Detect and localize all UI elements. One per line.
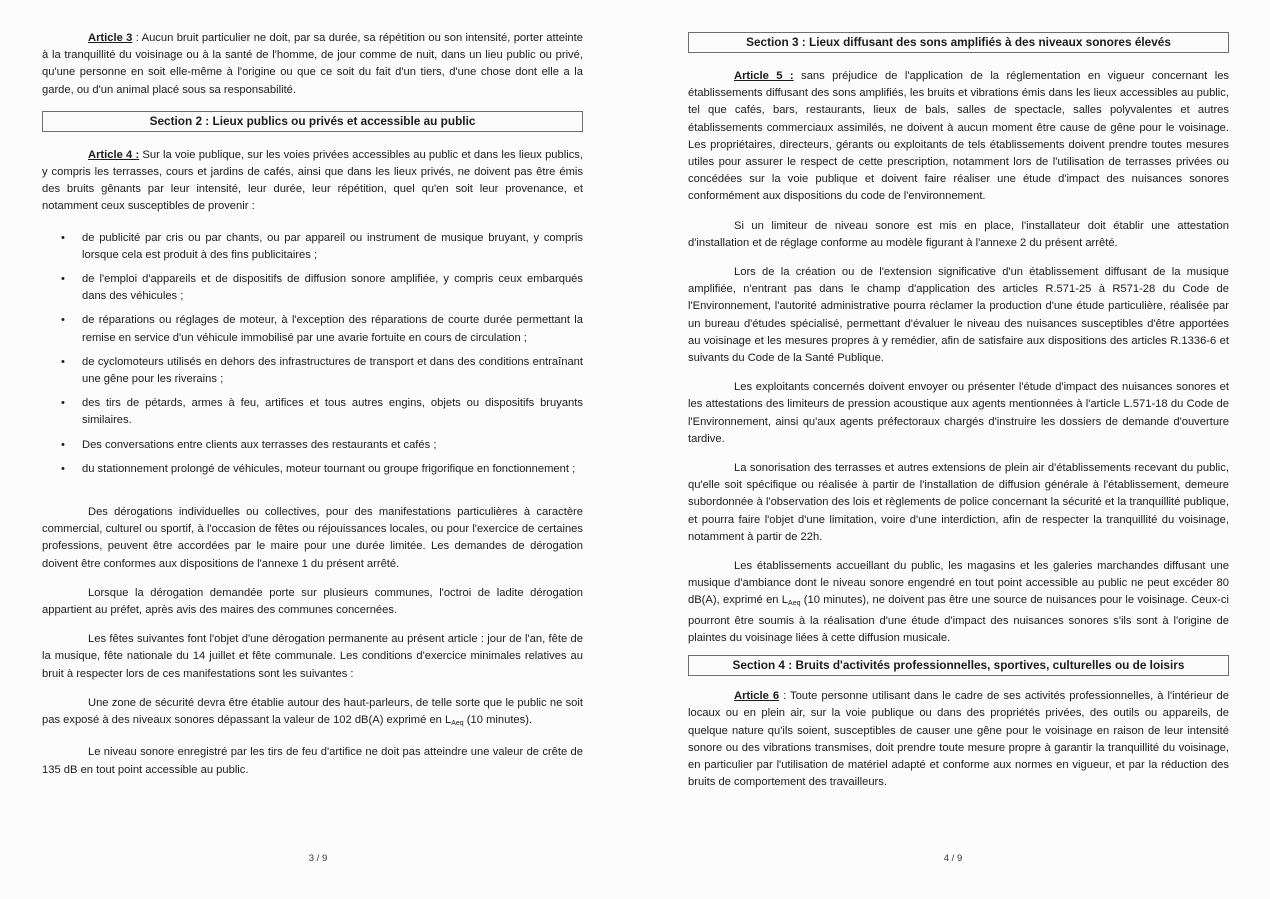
article-4-label: Article 4 : (88, 148, 140, 161)
section-4-title: Section 4 : Bruits d'activités professionnelles, sportives, culturelles ou de loisirs (688, 655, 1229, 676)
niveau-sonore-paragraph: Le niveau sonore enregistré par les tirs de feu d'artifice ne doit pas atteindre une valeur de crête de 135 dB en tout point accessible au public. (42, 746, 583, 776)
list-item: • du stationnement prolongé de véhicules, moteur tournant ou groupe frigorifique en fonctionnement ; (61, 462, 576, 475)
article-3-paragraph (42, 30, 583, 99)
section-3-title: Section 3 : Lieux diffusant des sons amplifiés à des niveaux sonores élevés (688, 32, 1229, 53)
plusieurs-communes-paragraph: Lorsque la dérogation demandée porte sur plusieurs communes, l'octroi de ladite dérogation appartient au préfet, après avis des maires des communes concernées. (42, 586, 583, 617)
zone-securite-paragraph: Une zone de sécurité devra être établie autour des haut-parleurs, de telle sorte que le public ne soit pas exposé à des niveaux sonores dépassant la valeur de 102 dB(A) exprimé en $L_{Aeq}$ (10 minutes). (42, 696, 583, 728)
article-5-label: Article 5 : (734, 70, 794, 82)
fetes-paragraph: Les fêtes suivantes font l'objet d'une dérogation permanente au présent article : jour de l'an, fête de la musique, fête nationale du 14 juillet et fête communale. Les conditions d'exercice minimales relatives au bruit à respecter lors de ces manifestations sont les suivantes : (42, 633, 583, 680)
creation-paragraph: Lors de la création ou de l'extension significative d'un établissement diffusant de la musique amplifiée, n'entrant pas dans le champ d'application des articles R.571-25 à R571-28 du Code de l'Environnement, l'autorité administrative pourra réclamer la production d'une étude particulière, réalisée par un bureau d'études spécialisé, permettant d'évaluer le niveau des nuisances susceptibles d'être apportées au voisinage et les mesures propres à y remédier, afin de satisfaire aux dispositions des articles R.1336-6 et suivants du Code de la Santé Publique. (688, 266, 1229, 365)
exploitants-paragraph: Les exploitants concernés doivent envoyer ou présenter l'étude d'impact des nuisances sonores et les attestations des limiteurs de pression acoustique aux agents mentionnées à l'article L.571-18 du Code de l'Environnement, ainsi qu'aux agents préfectoraux chargés d'instruire les dossiers de demande d'ouverture tardive. (688, 381, 1229, 445)
list-item: • de publicité par cris ou par chants, ou par appareil ou instrument de musique bruyant, y compris lorsque cela est produit à des fins publicitaires ; (61, 231, 583, 261)
article-3-label: Article 3 (88, 32, 133, 44)
section-2-title: Section 2 : Lieux publics ou privés et accessible au public (42, 111, 583, 132)
article-6-text: : Toute personne utilisant dans le cadre de ses activités professionnelles, à l'intérieur de locaux ou en plein air, sur la voie publique ou dans des propriétés privées, des outils ou appareils, de quelque nature qu'ils soient, susceptibles de causer une gêne pour le voisinage en raison de leur intensité sonore ou des vibrations transmises, doit prendre toute mesure propre à garantir la tranquillité du voisinage, en particulier par l'utilisation de matériel adapté et conforme aux normes en vigueur, et par la réduction des bruits de comportement des travailleurs. (688, 690, 1229, 789)
list-item: • de réparations ou réglages de moteur, à l'exception des réparations de courte durée permettant la remise en service d'un véhicule immobilisé par une avarie fortuite en cours de circulation ; (61, 314, 583, 344)
sonorisation-paragraph: La sonorisation des terrasses et autres extensions de plein air d'établissements recevant du public, qu'elle soit spécifique ou réalisée à partir de l'installation de diffusion générale à l'établissement, demeure subordonnée à l'observation des lois et règlements de police concernant la sécurité et la tranquillité publique, et pourra faire l'objet d'une limitation, voire d'une interdiction, afin de respecter la tranquillité du voisinage, notamment à partir de 22h. (688, 462, 1229, 543)
article-6-paragraph (688, 688, 1229, 791)
page-number: 4 / 9 (943, 853, 963, 864)
list-item: • de cyclomoteurs utilisés en dehors des infrastructures de transport et dans des conditions entraînant une gêne pour les riverains ; (61, 355, 583, 386)
page-number: 3 / 9 (308, 853, 328, 864)
list-item: • Des conversations entre clients aux terrasses des restaurants et cafés ; (61, 438, 437, 451)
etablissements-paragraph: Les établissements accueillant du public, les magasins et les galeries marchandes diffusant une musique d'ambiance dont le niveau sonore engendré en tout point accessible au public ne peut excéder 80 dB(A), exprimé en $L_{Aeq}$ (10 minutes), ne doivent pas être une source de nuisances pour le voisinage. Ceux-ci pourront être soumis à la réalisation d'une étude d'impact des nuisances sonores s'ils sont à l'origine de plaintes du voisinage liées à cette diffusion musicale. (688, 560, 1229, 644)
article-5-text: sans préjudice de l'application de la réglementation en vigueur concernant les établissements diffusant des sons amplifiés, les bruits et vibrations émis dans les lieux accessibles au public, tel que cafés, bars, restaurants, lieux de bals, salles de spectacle, salles polyvalentes et autres établissements commerciaux assimilés, ne doivent à aucun moment être cause de gêne pour le voisinage. Les propriétaires, directeurs, gérants ou exploitants de tels établissements doivent prendre toutes mesures utiles pour assurer le respect de cette prescription, notamment lors de l'utilisation de terrasses privées ou concédées sur la voie publique et doivent faire réaliser une étude d'impact des nuisances sonores conformément aux dispositions du code de l'environnement. (688, 70, 1230, 203)
article-4-paragraph (42, 147, 583, 216)
list-item: • de l'emploi d'appareils et de dispositifs de diffusion sonore amplifiée, y compris ceux embarqués dans des véhicules ; (61, 273, 583, 303)
page-4 (636, 0, 1270, 899)
article-6-label: Article 6 (734, 690, 780, 703)
derogations-paragraph: Des dérogations individuelles ou collectives, pour des manifestations particulières à caractère commercial, culturel ou sportif, à l'occasion de fêtes ou réjouissances locales, ou pour l'exercice de certaines professions, peuvent être accordées par le maire pour une durée limitée. Les demandes de dérogation doivent être conformes aux dispositions de l'annexe 1 du présent arrêté. (42, 506, 583, 570)
limiteur-paragraph: Si un limiteur de niveau sonore est mis en place, l'installateur doit établir une attestation d'installation et de réglage conforme au modèle figurant à l'annexe 2 du présent arrêté. (688, 219, 1229, 249)
page-4-content (688, 30, 1229, 791)
article-4-text: Sur la voie publique, sur les voies privées accessibles au public et dans les lieux publics, y compris les terrasses, cours et jardins de cafés, ainsi que dans les lieux privés, ne doivent pas être émis des bruits gênants par leur intensité, leur durée, leur répétition, quel qu'en soit leur provenance, et notamment ceux susceptibles de provenir : (42, 148, 583, 213)
article-5-paragraph (688, 68, 1229, 206)
article-3-text: : Aucun bruit particulier ne doit, par sa durée, sa répétition ou son intensité, porter atteinte à la tranquillité du voisinage ou à la santé de l'homme, de jour comme de nuit, dans un lieu public ou privé, qu'une personne en soit elle-même à l'origine ou que ce soit du fait d'un tiers, d'une chose dont elle a la garde, ou d'un animal placé sous sa responsabilité. (42, 32, 583, 96)
list-item: • des tirs de pétards, armes à feu, artifices et tous autres engins, objets ou dispositifs bruyants similaires. (61, 397, 583, 427)
page-3-content (42, 30, 583, 779)
bullet-list (42, 230, 583, 478)
